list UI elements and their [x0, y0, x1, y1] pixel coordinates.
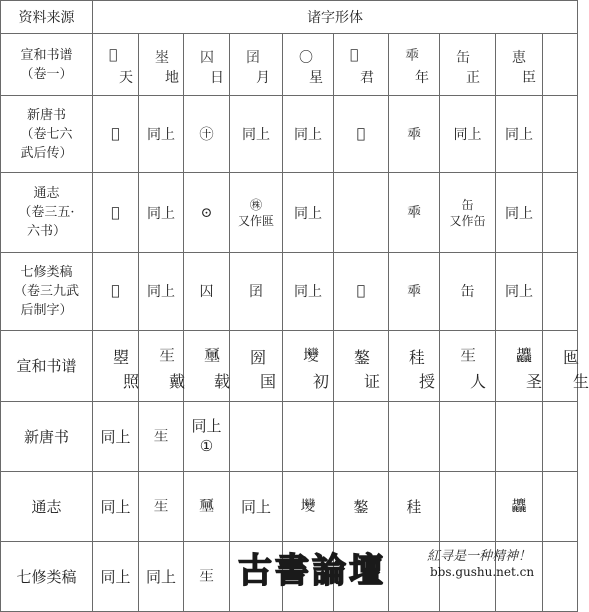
- source-line: （卷七六: [20, 126, 73, 142]
- same-as-above-cell: 同上: [93, 401, 139, 471]
- character-pair-cell: [139, 34, 184, 96]
- character-pair-cell: [334, 330, 389, 401]
- pair-wrap: [139, 35, 183, 95]
- character-pair-cell: [283, 330, 334, 401]
- pair-wrap: [230, 331, 282, 400]
- pair-wrap: [440, 35, 495, 95]
- character-pair-cell: [184, 34, 230, 96]
- standard-character: 照: [123, 372, 140, 392]
- standard-character: 月: [256, 69, 270, 86]
- variant-glyph-cell: 𠦚: [389, 173, 440, 253]
- character-pair-cell: [440, 34, 496, 96]
- character-pair-cell: [496, 34, 543, 96]
- variant-glyph-cell: 𤯔: [184, 541, 230, 611]
- variant-glyph-cell: 缶: [440, 253, 496, 330]
- variant-glyph-cell: 𠦚: [389, 253, 440, 330]
- variant-glyph: 匜: [563, 348, 580, 368]
- character-pair-cell: [184, 330, 230, 401]
- empty-cell: [543, 173, 578, 253]
- same-as-above-cell: 同上: [283, 253, 334, 330]
- watermark-url: bbs.gushu.net.cn: [430, 565, 535, 579]
- pair-wrap: [543, 331, 589, 400]
- variant-glyph-cell: 𤯔: [139, 471, 184, 541]
- same-as-above-cell: 同上: [139, 253, 184, 330]
- source-line: （卷一）: [20, 66, 73, 82]
- variant-glyph-cell: 𠦚: [389, 96, 440, 173]
- variant-glyph: 圀: [250, 348, 267, 368]
- standard-character: 君: [360, 69, 374, 86]
- variant-glyph: 𠀑: [109, 46, 118, 63]
- character-pair-cell: [230, 34, 283, 96]
- standard-character: 年: [415, 69, 429, 86]
- same-as-above-cell: 同上: [139, 173, 184, 253]
- character-note-cell: [230, 173, 283, 253]
- variant-glyph: 缶: [456, 49, 470, 66]
- source-cell: [1, 330, 93, 401]
- same-as-above-cell: 同上: [139, 541, 184, 611]
- variant-glyph: 囚: [200, 49, 214, 66]
- variant-glyph-cell: 𡔙: [496, 471, 543, 541]
- source-cell: [1, 541, 93, 611]
- pair-wrap: [389, 331, 439, 400]
- pair-wrap: [496, 35, 542, 95]
- source-line: 七修类稿: [20, 264, 73, 280]
- standard-character: 地: [165, 69, 179, 86]
- same-as-above-cell: 同上: [496, 96, 543, 173]
- same-as-above-cell: 同上: [283, 173, 334, 253]
- variant-glyph-cell: 𤯔: [139, 401, 184, 471]
- variant-glyph: 同上: [191, 417, 222, 436]
- variant-glyph: ㊑: [249, 197, 262, 212]
- standard-character: 星: [309, 69, 323, 86]
- standard-character: 正: [466, 69, 480, 86]
- watermark-slogan: 紅寻是一种精神！: [427, 549, 532, 564]
- pair-wrap: [283, 35, 333, 95]
- table-row: [1, 401, 578, 471]
- source-line: （卷三五·: [18, 205, 75, 221]
- standard-character: 初: [313, 372, 330, 392]
- pair-wrap: [440, 331, 495, 400]
- variant-glyph-cell: 𡔈: [184, 471, 230, 541]
- character-pair-cell: [139, 330, 184, 401]
- variant-note: ①: [199, 437, 214, 456]
- variant-glyph: 恵: [512, 49, 526, 66]
- source-cell: [1, 173, 93, 253]
- same-as-above-cell: 同上: [496, 173, 543, 253]
- same-as-above-cell: 同上: [230, 96, 283, 173]
- source-line: 后制字）: [20, 302, 73, 318]
- variant-glyph-cell: 𠀑: [93, 96, 139, 173]
- variant-glyph: 𡔈: [204, 346, 221, 366]
- empty-cell: [496, 401, 543, 471]
- character-pair-cell: [334, 34, 389, 96]
- character-note-cell: [440, 173, 496, 253]
- source-line: 六书）: [26, 224, 66, 240]
- pair-wrap: [93, 35, 138, 95]
- pair-wrap: [334, 331, 388, 400]
- variant-glyph: 𠁈: [350, 46, 359, 63]
- variant-glyph-cell: 𠁈: [334, 96, 389, 173]
- source-line: 新唐书: [26, 107, 66, 123]
- forum-watermark: [232, 537, 577, 601]
- standard-character: 日: [210, 69, 224, 86]
- variant-glyph: 鏊: [354, 348, 371, 368]
- source-cell: [1, 96, 93, 173]
- standard-character: 证: [364, 372, 381, 392]
- empty-cell: [543, 401, 578, 471]
- pair-wrap: [184, 331, 229, 400]
- table-row: [1, 96, 578, 173]
- empty-cell: [543, 34, 578, 96]
- variant-glyph: 曌: [113, 348, 130, 368]
- same-as-above-cell: 同上: [283, 96, 334, 173]
- same-as-above-cell: 同上: [230, 471, 283, 541]
- variant-glyph-cell: ⊙: [184, 173, 230, 253]
- standard-character: 授: [419, 372, 436, 392]
- standard-character: 戴: [169, 372, 186, 392]
- standard-character: 载: [214, 372, 231, 392]
- variant-glyph: 𤯔: [159, 346, 176, 366]
- pair-wrap: [184, 35, 229, 95]
- same-as-above-cell: 同上: [440, 96, 496, 173]
- variant-glyph: 缶: [461, 197, 474, 212]
- character-pair-cell: [389, 330, 440, 401]
- variant-glyph-cell: 䅅: [389, 471, 440, 541]
- source-header: 资料来源: [1, 1, 93, 34]
- character-pair-cell: [283, 34, 334, 96]
- pair-wrap: [139, 331, 186, 400]
- character-pair-cell: [389, 34, 440, 96]
- empty-cell: [440, 471, 496, 541]
- standard-character: 臣: [522, 69, 536, 86]
- variant-glyph: 䅅: [409, 348, 426, 368]
- empty-cell: [334, 401, 389, 471]
- same-as-above-cell: 同上: [93, 471, 139, 541]
- character-pair-cell: [440, 330, 496, 401]
- source-line: 宣和书谱: [16, 357, 77, 376]
- variant-note: 又作缶: [449, 213, 486, 228]
- source-cell: [1, 471, 93, 541]
- source-line: 武后传）: [20, 145, 73, 161]
- character-pair-cell: [230, 330, 283, 401]
- pair-wrap: [389, 35, 439, 95]
- table-row: [1, 330, 578, 401]
- character-pair-cell: [543, 330, 589, 401]
- table-row: [1, 253, 578, 330]
- same-as-above-cell: 同上: [496, 253, 543, 330]
- empty-cell: [440, 401, 496, 471]
- empty-cell: [389, 401, 440, 471]
- variant-glyph-cell: 𠀑: [93, 253, 139, 330]
- variant-glyph: 囝: [246, 49, 260, 66]
- variant-glyph-cell: 鏊: [334, 471, 389, 541]
- variant-glyph-cell: 𡔖: [283, 471, 334, 541]
- variant-glyph: 〇: [299, 49, 313, 66]
- variant-glyph-cell: 囝: [230, 253, 283, 330]
- pair-wrap: [496, 331, 542, 400]
- pair-wrap: [230, 35, 282, 95]
- pair-wrap: [283, 331, 333, 400]
- variant-glyph-cell: 𠁈: [334, 253, 389, 330]
- source-line: 通志: [31, 497, 62, 516]
- variant-glyph: 𠦚: [405, 47, 419, 64]
- character-note-cell: [184, 401, 230, 471]
- character-pair-cell: [496, 330, 543, 401]
- source-line: （卷三九武: [13, 283, 79, 299]
- watermark-title: 古書論壇: [238, 551, 386, 591]
- character-pair-cell: [93, 34, 139, 96]
- source-line: 通志: [33, 186, 60, 202]
- source-cell: [1, 253, 93, 330]
- source-cell: [1, 34, 93, 96]
- standard-character: 生: [573, 372, 589, 392]
- standard-character: 天: [119, 69, 133, 86]
- variant-glyph: 𡔖: [303, 346, 320, 366]
- standard-character: 国: [260, 372, 277, 392]
- empty-cell: [543, 471, 578, 541]
- variant-glyph: 𡔙: [516, 346, 533, 366]
- table-row: [1, 471, 578, 541]
- pair-wrap: [334, 35, 388, 95]
- standard-character: 圣: [526, 372, 543, 392]
- variant-glyph-cell: 𠀑: [93, 173, 139, 253]
- same-as-above-cell: 同上: [93, 541, 139, 611]
- source-line: 宣和书谱: [20, 47, 73, 63]
- forms-header: 诸字形体: [93, 1, 578, 34]
- empty-cell: [230, 401, 283, 471]
- empty-cell: [283, 401, 334, 471]
- source-line: 新唐书: [23, 427, 69, 446]
- variant-glyph-cell: 囚: [184, 253, 230, 330]
- pair-wrap: [93, 331, 138, 400]
- empty-cell: [543, 96, 578, 173]
- variant-note: 又作匨: [237, 213, 274, 228]
- standard-character: 人: [470, 372, 487, 392]
- table-row: [1, 173, 578, 253]
- header-row: [1, 1, 578, 34]
- empty-cell: [334, 173, 389, 253]
- empty-cell: [543, 253, 578, 330]
- table-row: [1, 34, 578, 96]
- source-cell: [1, 401, 93, 471]
- source-line: 七修类稿: [16, 567, 77, 586]
- same-as-above-cell: 同上: [139, 96, 184, 173]
- variant-glyph-cell: ㊉: [184, 96, 230, 173]
- character-pair-cell: [93, 330, 139, 401]
- variant-glyph: 埊: [155, 49, 169, 66]
- variant-glyph: 𤯔: [460, 346, 477, 366]
